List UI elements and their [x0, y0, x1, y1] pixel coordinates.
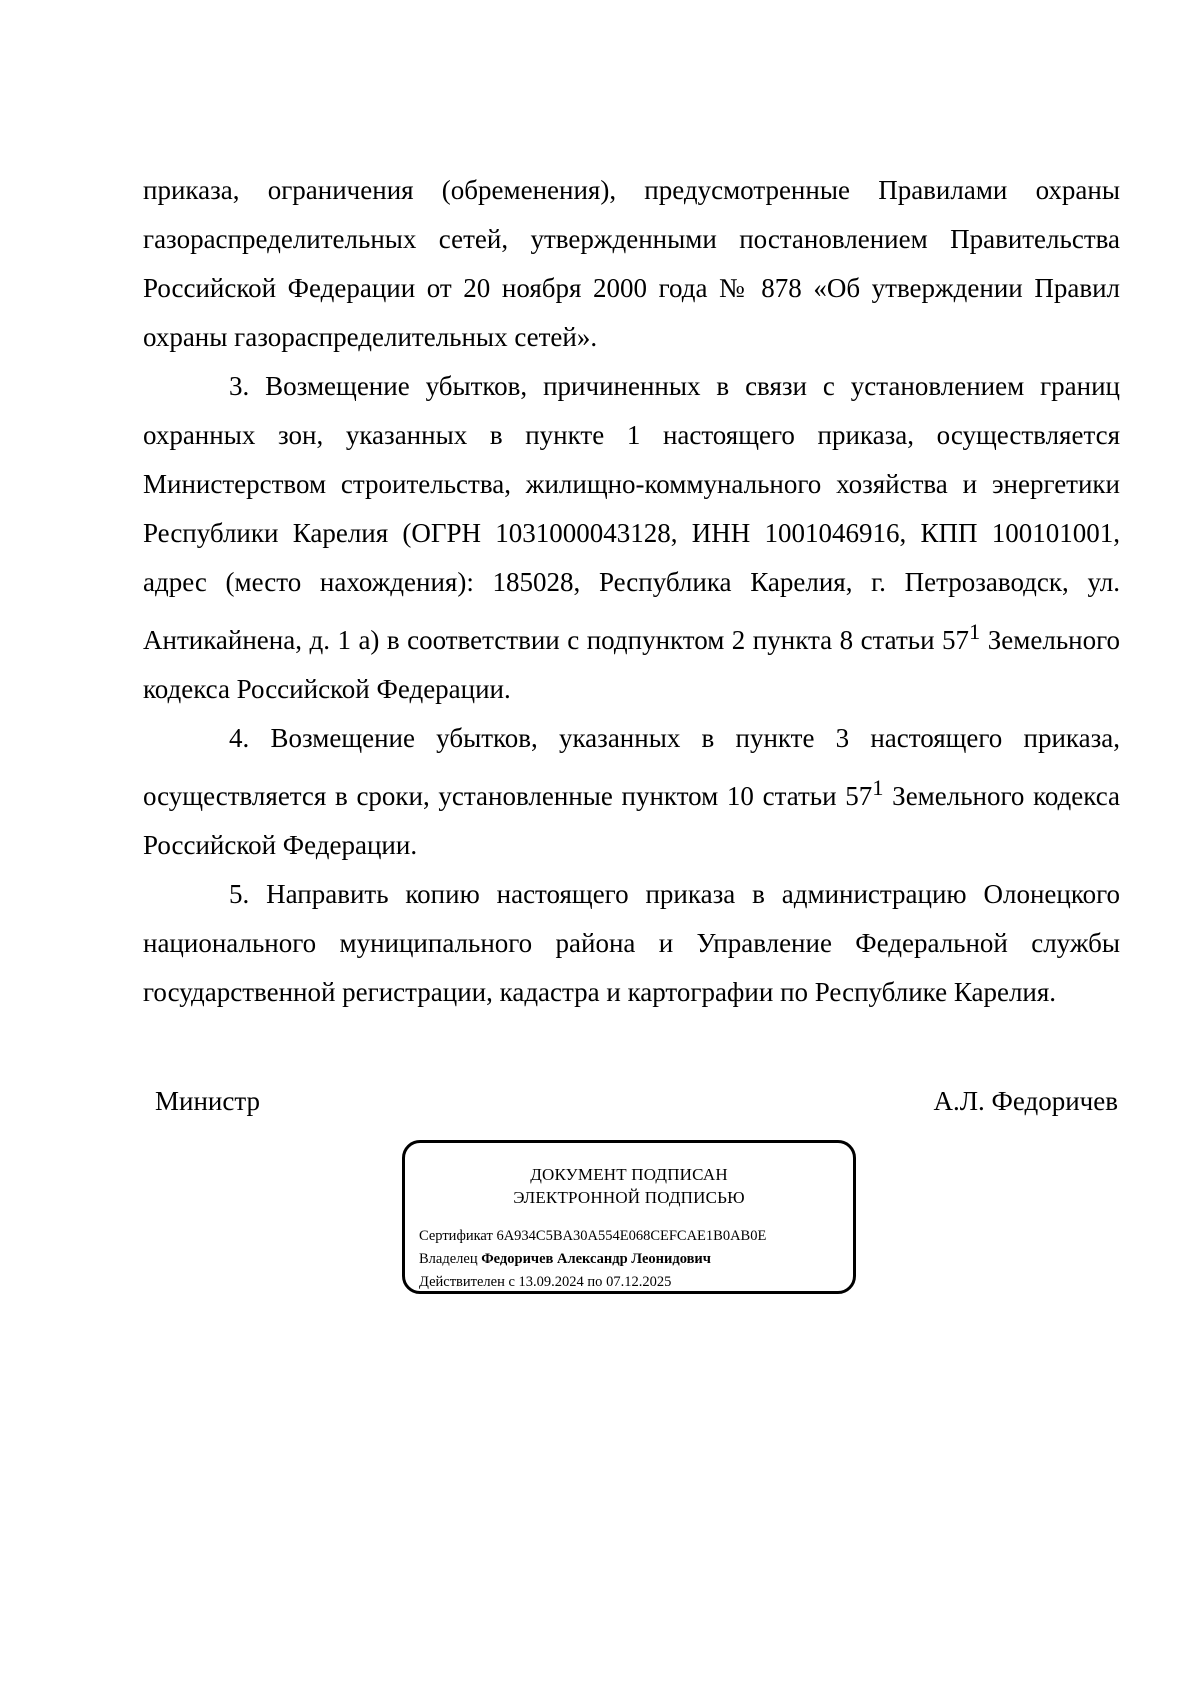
stamp-owner: Владелец Федоричев Александр Леонидович	[419, 1251, 711, 1267]
signatory-name: А.Л. Федоричев	[933, 1086, 1118, 1116]
stamp-validity: Действителен с 13.09.2024 по 07.12.2025	[419, 1274, 672, 1290]
paragraph-4: 4. Возмещение убытков, указанных в пункте 3 настоящего приказа, осуществляется в сроки, установленные пунктом 10 статьи $57^1$ Земельного кодекса Российской Федерации.	[143, 723, 1121, 860]
paragraph-continuation: приказа, ограничения (обременения), предусмотренные Правилами охраны газораспределительных сетей, утвержденными постановлением Правительства Российской Федерации от 20 ноября 2000 года № 878 «Об утверждении Правил охраны газораспределительных сетей».	[143, 175, 1120, 352]
signatory-title: Министр	[155, 1086, 260, 1116]
stamp-certificate: Сертификат 6A934C5BA30A554E068CEFCAE1B0AB0E	[419, 1228, 767, 1244]
stamp-heading-line-1: ДОКУМЕНТ ПОДПИСАН	[530, 1165, 728, 1184]
paragraph-3: 3. Возмещение убытков, причиненных в связи с установлением границ охранных зон, указанных в пункте 1 настоящего приказа, осуществляется Министерством строительства, жилищно-коммунального хозяйства и энергетики Республики Карелия (ОГРН 1031000043128, ИНН 1001046916, КПП 100101001, адрес (место нахождения): 185028, Республика Карелия, г. Петрозаводск, ул. Антикайнена, д. 1 а) в соответствии с подпунктом 2 пункта 8 статьи $57^1$ Земельного кодекса Российской Федерации.	[143, 371, 1120, 704]
stamp-heading-line-2: ЭЛЕКТРОННОЙ ПОДПИСЬЮ	[513, 1188, 745, 1207]
document-body	[143, 166, 1120, 1017]
electronic-signature-stamp	[402, 1140, 856, 1294]
stamp-heading	[405, 1163, 853, 1209]
paragraph-5: 5. Направить копию настоящего приказа в администрацию Олонецкого национального муниципального района и Управление Федеральной службы государственной регистрации, кадастра и картографии по Республике Карелия.	[143, 879, 1120, 1007]
stamp-details	[419, 1225, 766, 1294]
